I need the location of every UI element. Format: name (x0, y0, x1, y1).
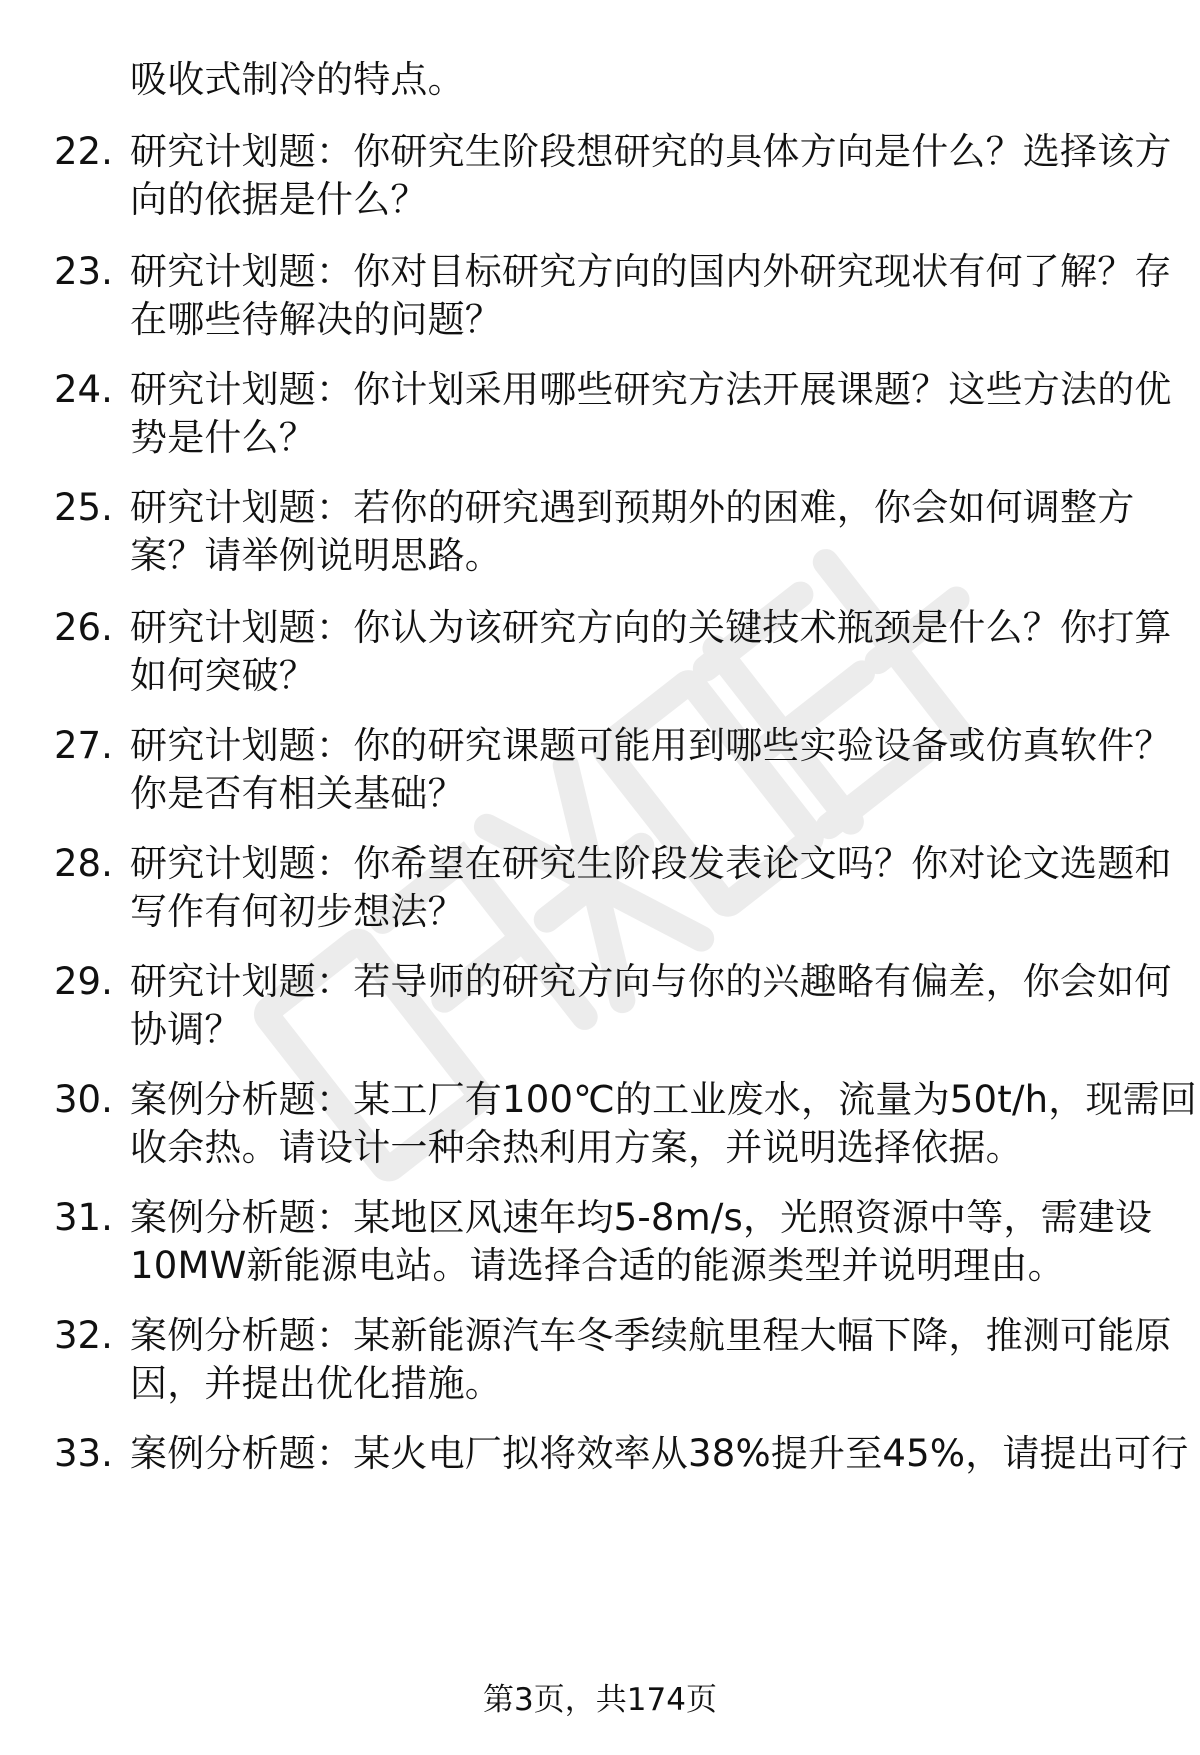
item-text-line: 写作有何初步想法？ (130, 890, 465, 933)
item-text-line: 10MW新能源电站。请选择合适的能源类型并说明理由。 (130, 1244, 1065, 1287)
item-text-line: 如何突破？ (130, 654, 316, 697)
page-footer: 第3页，共174页 (483, 1682, 717, 1718)
item-number: 25. (54, 486, 113, 529)
item-number: 31. (54, 1196, 113, 1239)
item-text-line: 案例分析题：某地区风速年均5-8m/s，光照资源中等，需建设 (130, 1196, 1153, 1239)
item-number: 28. (54, 842, 113, 885)
item-text-line: 研究计划题：你认为该研究方向的关键技术瓶颈是什么？你打算 (130, 606, 1172, 649)
item-text-line: 案？请举例说明思路。 (130, 534, 502, 577)
item-number: 27. (54, 724, 113, 767)
item-text-line: 在哪些待解决的问题？ (130, 298, 502, 341)
item-number: 26. (54, 606, 113, 649)
item-text-line: 协调？ (130, 1008, 242, 1051)
item-number: 29. (54, 960, 113, 1003)
item-text-line: 因，并提出优化措施。 (130, 1362, 502, 1405)
item-text-line: 你是否有相关基础？ (130, 772, 465, 815)
item-number: 24. (54, 368, 113, 411)
item-text-line: 案例分析题：某新能源汽车冬季续航里程大幅下降，推测可能原 (130, 1314, 1172, 1357)
continuation-line: 吸收式制冷的特点。 (130, 58, 465, 101)
item-text-line: 研究计划题：你研究生阶段想研究的具体方向是什么？选择该方 (130, 130, 1172, 173)
item-text-line: 案例分析题：某火电厂拟将效率从38%提升至45%，请提出可行 (130, 1432, 1189, 1475)
item-text-line: 研究计划题：你计划采用哪些研究方法开展课题？这些方法的优 (130, 368, 1172, 411)
item-number: 33. (54, 1432, 113, 1475)
item-text-line: 研究计划题：若导师的研究方向与你的兴趣略有偏差，你会如何 (130, 960, 1172, 1003)
item-text-line: 研究计划题：你希望在研究生阶段发表论文吗？你对论文选题和 (130, 842, 1172, 885)
item-number: 32. (54, 1314, 113, 1357)
item-text-line: 向的依据是什么？ (130, 178, 428, 221)
item-number: 22. (54, 130, 113, 173)
item-text-line: 研究计划题：你的研究课题可能用到哪些实验设备或仿真软件？ (130, 724, 1172, 767)
item-text-line: 收余热。请设计一种余热利用方案，并说明选择依据。 (130, 1126, 1023, 1169)
item-number: 30. (54, 1078, 113, 1121)
item-text-line: 势是什么？ (130, 416, 316, 459)
item-number: 23. (54, 250, 113, 293)
item-text-line: 研究计划题：若你的研究遇到预期外的困难，你会如何调整方 (130, 486, 1135, 529)
item-text-line: 案例分析题：某工厂有100℃的工业废水，流量为50t/h，现需回 (130, 1078, 1198, 1121)
item-text-line: 研究计划题：你对目标研究方向的国内外研究现状有何了解？存 (130, 250, 1172, 293)
